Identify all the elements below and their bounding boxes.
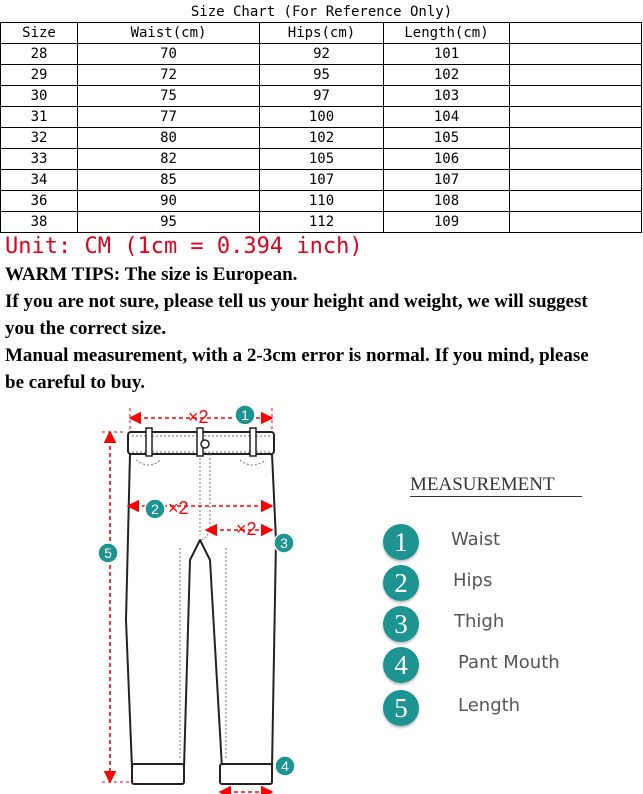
column-header-size: Size xyxy=(1,23,78,44)
waist-multiplier: ×2 xyxy=(188,407,209,427)
table-row xyxy=(1,44,642,65)
table-row xyxy=(1,86,642,107)
number-circle-icon: 2 xyxy=(383,565,419,601)
warm-tips: WARM TIPS: The size is European. xyxy=(5,264,298,285)
legend-label-pant-mouth: Pant Mouth xyxy=(458,652,560,673)
empty-cell xyxy=(510,44,642,65)
length-cell: 108 xyxy=(384,191,510,212)
table-row xyxy=(1,65,642,86)
table-row xyxy=(1,128,642,149)
size-cell: 29 xyxy=(1,65,78,86)
hip-marker-number: 2 xyxy=(151,501,159,517)
thigh-marker-number: 3 xyxy=(280,535,288,551)
hips-cell: 112 xyxy=(260,212,384,233)
waist-marker-number: 1 xyxy=(241,407,249,423)
length-cell: 109 xyxy=(384,212,510,233)
table-row xyxy=(1,212,642,233)
pant-mouth-marker xyxy=(275,756,295,776)
hips-cell: 92 xyxy=(260,44,384,65)
size-cell: 30 xyxy=(1,86,78,107)
hips-cell: 95 xyxy=(260,65,384,86)
waist-cell: 72 xyxy=(78,65,260,86)
thigh-multiplier: ×2 xyxy=(236,519,257,539)
waist-cell: 77 xyxy=(78,107,260,128)
size-cell: 32 xyxy=(1,128,78,149)
empty-cell xyxy=(510,86,642,107)
number-circle-icon: 3 xyxy=(383,606,419,642)
hips-cell: 105 xyxy=(260,149,384,170)
waist-cell: 75 xyxy=(78,86,260,107)
size-cell: 31 xyxy=(1,107,78,128)
length-cell: 104 xyxy=(384,107,510,128)
empty-cell xyxy=(510,107,642,128)
tip-error-line-2: be careful to buy. xyxy=(5,372,146,393)
tip-error-line-1: Manual measurement, with a 2-3cm error is normal. If you mind, please xyxy=(5,345,589,366)
table-row xyxy=(1,170,642,191)
thigh-marker xyxy=(274,533,294,553)
empty-cell xyxy=(510,170,642,191)
size-cell: 34 xyxy=(1,170,78,191)
empty-cell xyxy=(510,212,642,233)
size-cell: 38 xyxy=(1,212,78,233)
length-cell: 107 xyxy=(384,170,510,191)
empty-cell xyxy=(510,191,642,212)
empty-cell xyxy=(510,128,642,149)
button-icon xyxy=(201,440,209,448)
length-marker xyxy=(98,543,118,563)
hips-cell: 102 xyxy=(260,128,384,149)
hip-multiplier: ×2 xyxy=(168,498,189,518)
waist-cell: 82 xyxy=(78,149,260,170)
empty-cell xyxy=(510,65,642,86)
empty-cell xyxy=(510,149,642,170)
length-cell: 106 xyxy=(384,149,510,170)
hips-cell: 97 xyxy=(260,86,384,107)
length-marker-number: 5 xyxy=(104,545,112,561)
hip-marker xyxy=(145,499,165,519)
legend-heading: MEASUREMENT xyxy=(410,474,582,497)
pant-mouth-marker-number: 4 xyxy=(281,758,289,774)
table-row xyxy=(1,191,642,212)
hips-cell: 100 xyxy=(260,107,384,128)
waist-cell: 70 xyxy=(78,44,260,65)
legend-label-thigh: Thigh xyxy=(454,611,505,632)
column-header-waist: Waist(cm) xyxy=(78,23,260,44)
number-circle-icon: 4 xyxy=(383,647,419,683)
legend-label-length: Length xyxy=(458,695,521,716)
size-table xyxy=(0,22,642,233)
waist-cell: 80 xyxy=(78,128,260,149)
pants-outline xyxy=(126,432,276,784)
column-header-length: Length(cm) xyxy=(384,23,510,44)
unit-note: Unit: CM (1cm = 0.394 inch) xyxy=(5,234,363,259)
length-cell: 101 xyxy=(384,44,510,65)
length-cell: 105 xyxy=(384,128,510,149)
waist-cell: 95 xyxy=(78,212,260,233)
waist-cell: 90 xyxy=(78,191,260,212)
size-chart-title: Size Chart (For Reference Only) xyxy=(190,4,453,20)
table-header-row xyxy=(1,23,642,44)
legend-label-waist: Waist xyxy=(451,529,501,550)
hips-cell: 107 xyxy=(260,170,384,191)
pants-diagram xyxy=(0,398,380,794)
size-cell: 28 xyxy=(1,44,78,65)
length-cell: 103 xyxy=(384,86,510,107)
length-cell: 102 xyxy=(384,65,510,86)
tip-suggest-line-2: you the correct size. xyxy=(5,318,167,339)
size-cell: 36 xyxy=(1,191,78,212)
table-row xyxy=(1,107,642,128)
column-header-hips: Hips(cm) xyxy=(260,23,384,44)
number-circle-icon: 1 xyxy=(383,524,419,560)
number-circle-icon: 5 xyxy=(383,690,419,726)
waist-cell: 85 xyxy=(78,170,260,191)
legend-label-hips: Hips xyxy=(453,570,493,591)
hips-cell: 110 xyxy=(260,191,384,212)
waist-marker xyxy=(235,405,255,425)
tip-suggest-line-1: If you are not sure, please tell us your height and weight, we will suggest xyxy=(5,291,588,312)
column-header-empty xyxy=(510,23,642,44)
size-cell: 33 xyxy=(1,149,78,170)
table-row xyxy=(1,149,642,170)
